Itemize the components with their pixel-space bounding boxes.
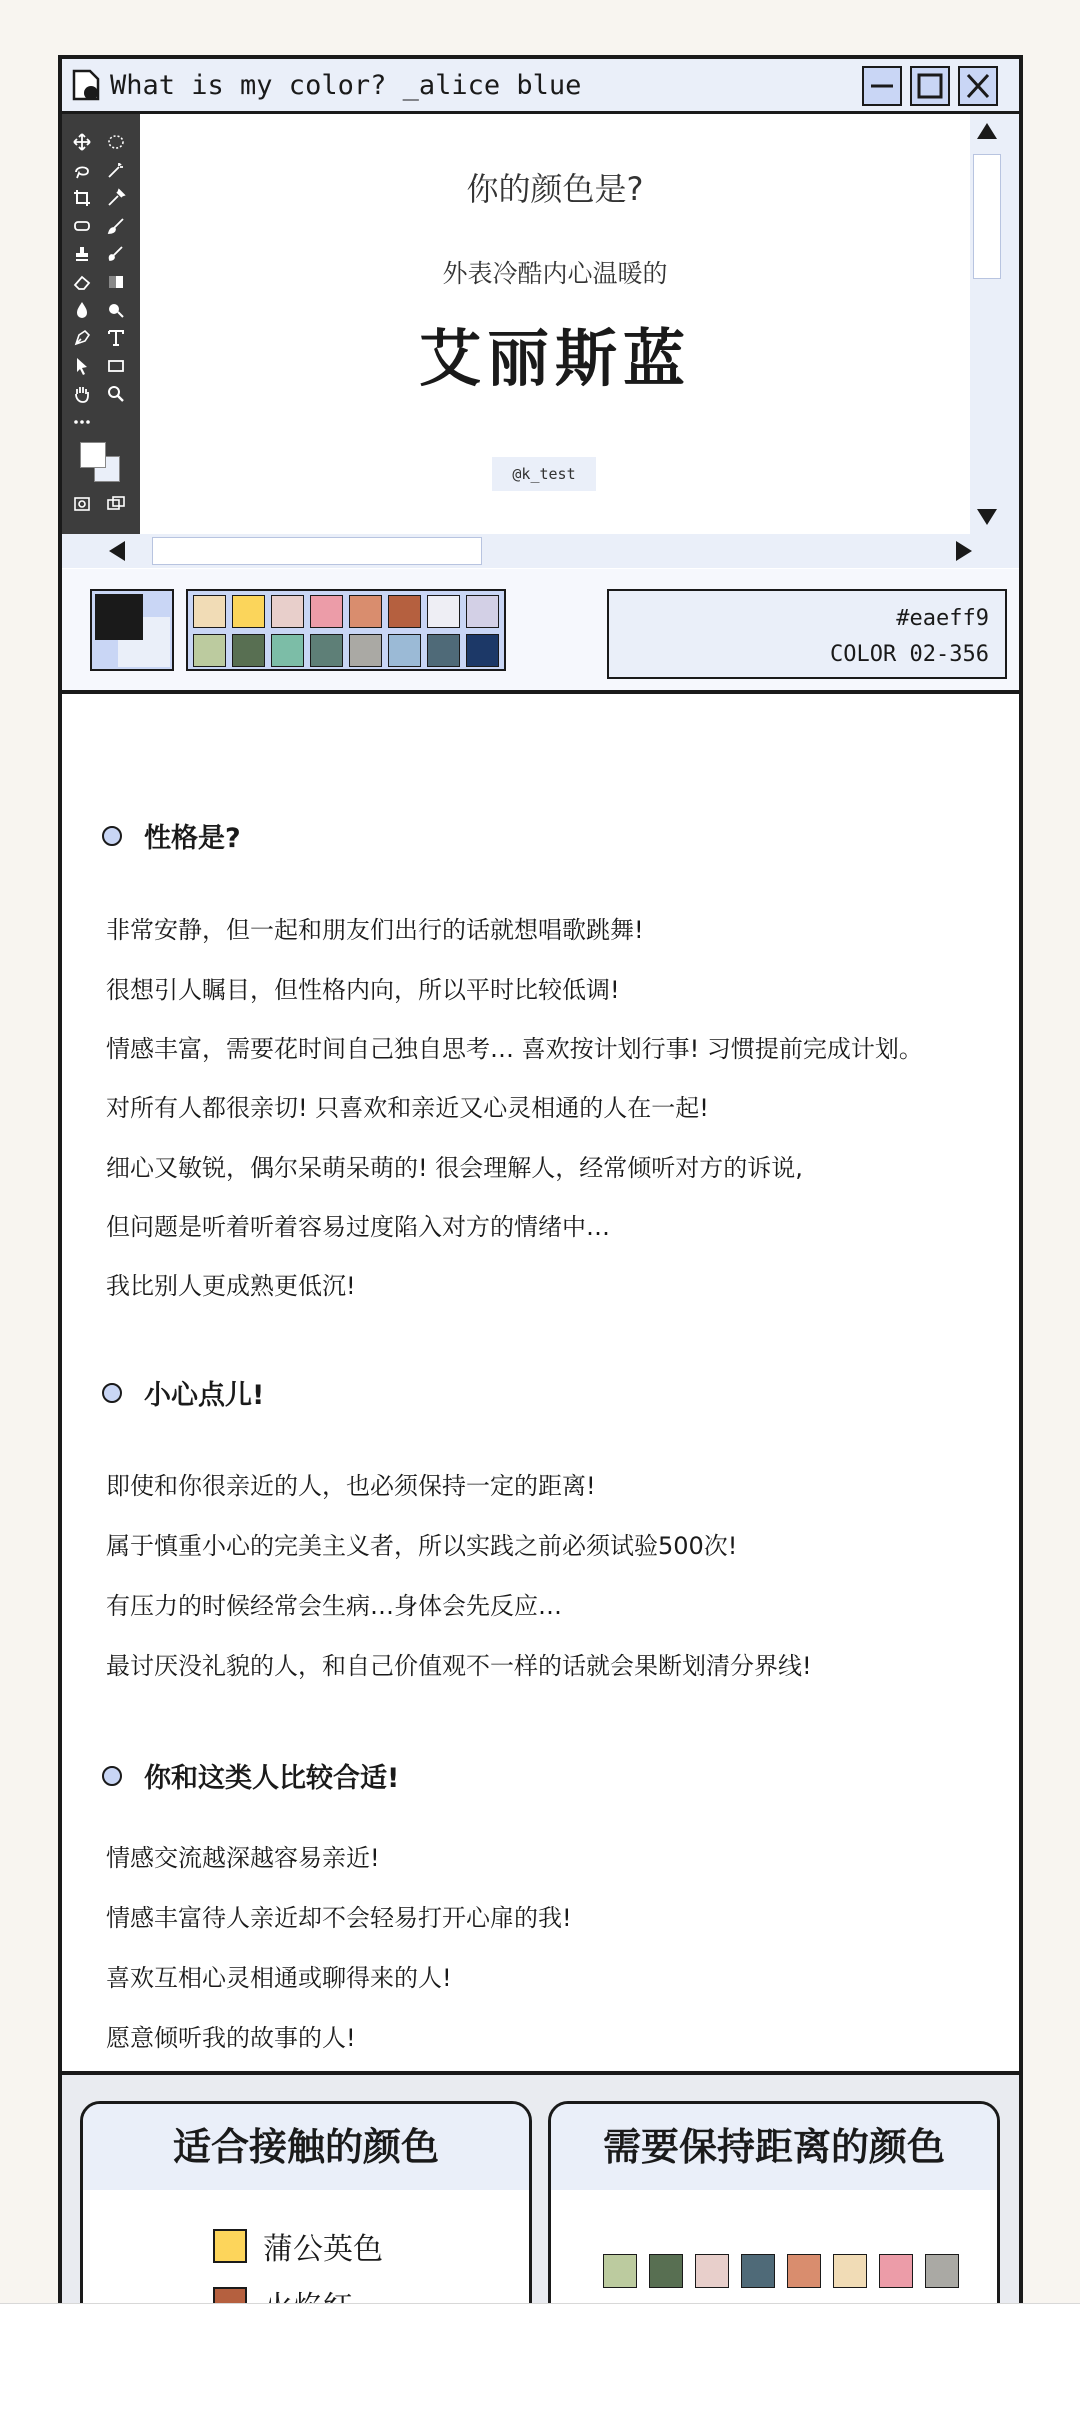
swatch-2[interactable] [271, 595, 304, 628]
good-color-chip-0 [213, 2229, 247, 2263]
pen-tool-icon[interactable] [72, 328, 92, 348]
horizontal-scrollbar[interactable] [62, 534, 1019, 568]
brush-tool-icon[interactable] [106, 216, 126, 236]
minimize-button[interactable] [862, 66, 902, 106]
text-line: 很想引人瞩目，但性格内向，所以平时比较低调! [106, 976, 620, 1004]
text-line: 但问题是听着听着容易过度陷入对方的情绪中… [106, 1213, 610, 1241]
bad-color-row [603, 2254, 971, 2288]
section-title-caution [102, 1373, 264, 1412]
toolbox [62, 114, 140, 534]
magic-wand-icon[interactable] [106, 160, 126, 180]
author-tag: @k_test [492, 457, 596, 491]
swatch-grid [186, 589, 506, 671]
text-line: 情感丰富，需要花时间自己独自思考… 喜欢按计划行事! 习惯提前完成计划。 [106, 1035, 923, 1063]
section-title-personality [102, 816, 241, 855]
type-tool-icon[interactable] [106, 328, 126, 348]
horizontal-scroll-thumb[interactable] [152, 537, 482, 565]
text-line: 非常安静，但一起和朋友们出行的话就想唱歌跳舞! [106, 916, 644, 944]
document-canvas [140, 114, 970, 534]
bullet-icon [102, 826, 122, 846]
color-subtitle: 外表冷酷内心温暖的 [442, 259, 668, 288]
swatch-8[interactable] [193, 634, 226, 667]
text-line: 我比别人更成熟更低沉! [106, 1272, 356, 1300]
text-line: 有压力的时候经常会生病…身体会先反应… [106, 1592, 562, 1620]
vertical-scroll-thumb[interactable] [973, 154, 1001, 279]
marquee-tool-icon[interactable] [106, 132, 126, 152]
maximize-icon [915, 71, 945, 101]
good-colors-title: 适合接触的颜色 [83, 2104, 529, 2190]
document-icon [72, 69, 100, 101]
text-line: 细心又敏锐，偶尔呆萌呆萌的! 很会理解人，经常倾听对方的诉说, [106, 1154, 803, 1182]
bad-color-chip-2 [695, 2254, 729, 2288]
rectangle-tool-icon[interactable] [106, 356, 126, 376]
scroll-right-icon[interactable] [949, 536, 979, 566]
swatch-14[interactable] [427, 634, 460, 667]
bad-colors-title: 需要保持距离的颜色 [551, 2104, 997, 2190]
good-color-item [213, 2224, 383, 2268]
text-line: 对所有人都很亲切! 只喜欢和亲近又心灵相通的人在一起! [106, 1094, 709, 1122]
more-tools-icon[interactable] [72, 412, 92, 432]
good-color-name: 蒲公英色 [263, 2232, 383, 2267]
swatch-5[interactable] [388, 595, 421, 628]
text-line: 喜欢互相心灵相通或聊得来的人! [106, 1964, 452, 1992]
bullet-icon [102, 1766, 122, 1786]
dodge-tool-icon[interactable] [106, 300, 126, 320]
bad-color-chip-5 [833, 2254, 867, 2288]
swatch-6[interactable] [427, 595, 460, 628]
section-title-text: 性格是? [144, 823, 241, 854]
crop-tool-icon[interactable] [72, 188, 92, 208]
text-line: 属于慎重小心的完美主义者，所以实践之前必须试验500次! [106, 1532, 738, 1560]
swatch-0[interactable] [193, 595, 226, 628]
text-line: 情感丰富待人亲近却不会轻易打开心扉的我! [106, 1904, 572, 1932]
swatch-11[interactable] [310, 634, 343, 667]
bad-color-chip-7 [925, 2254, 959, 2288]
eyedropper-icon[interactable] [106, 188, 126, 208]
text-line: 情感交流越深越容易亲近! [106, 1844, 380, 1872]
quick-mask-icon[interactable] [72, 494, 92, 514]
eraser-tool-icon[interactable] [72, 272, 92, 292]
section-title-match [102, 1756, 399, 1795]
bad-color-chip-4 [787, 2254, 821, 2288]
hex-code: #eaeff9 [896, 606, 989, 631]
window-title: What is my color? _alice blue [110, 70, 582, 101]
gradient-tool-icon[interactable] [106, 272, 126, 292]
maximize-button[interactable] [910, 66, 950, 106]
text-line: 最讨厌没礼貌的人，和自己价值观不一样的话就会果断划清分界线! [106, 1652, 812, 1680]
app-window [58, 55, 1023, 2430]
swatch-4[interactable] [349, 595, 382, 628]
page-bottom-overlay [0, 2303, 1080, 2430]
color-info-panel [607, 589, 1007, 679]
move-tool-icon[interactable] [72, 132, 92, 152]
bad-color-chip-6 [879, 2254, 913, 2288]
scroll-up-icon[interactable] [972, 116, 1002, 146]
swatch-10[interactable] [271, 634, 304, 667]
swatch-15[interactable] [466, 634, 499, 667]
screen-mode-icon[interactable] [106, 494, 126, 514]
foreground-color-chip [80, 442, 106, 468]
text-line: 即使和你很亲近的人，也必须保持一定的距离! [106, 1472, 596, 1500]
swatch-7[interactable] [466, 595, 499, 628]
scroll-down-icon[interactable] [972, 502, 1002, 532]
color-code: COLOR 02-356 [830, 642, 989, 667]
vertical-scrollbar[interactable] [970, 114, 1004, 534]
hand-tool-icon[interactable] [72, 384, 92, 404]
zoom-tool-icon[interactable] [106, 384, 126, 404]
foreground-color[interactable] [95, 594, 143, 640]
minimize-icon [867, 71, 897, 101]
section-title-text: 小心点儿! [144, 1380, 265, 1411]
bad-color-chip-3 [741, 2254, 775, 2288]
close-icon [963, 71, 993, 101]
swatch-13[interactable] [388, 634, 421, 667]
question-text: 你的颜色是? [466, 170, 644, 208]
editor-area [62, 114, 1019, 534]
scroll-left-icon[interactable] [102, 536, 132, 566]
close-button[interactable] [958, 66, 998, 106]
swatch-3[interactable] [310, 595, 343, 628]
swatch-1[interactable] [232, 595, 265, 628]
path-select-icon[interactable] [72, 356, 92, 376]
fg-bg-color-picker[interactable] [90, 589, 174, 671]
swatch-12[interactable] [349, 634, 382, 667]
healing-tool-icon[interactable] [72, 216, 92, 236]
color-name: 艾丽斯蓝 [418, 322, 691, 395]
blur-tool-icon[interactable] [72, 300, 92, 320]
stamp-tool-icon[interactable] [72, 244, 92, 264]
bad-color-chip-1 [649, 2254, 683, 2288]
palette-bar [62, 569, 1019, 694]
title-bar [62, 59, 1019, 114]
history-brush-icon[interactable] [106, 244, 126, 264]
text-line: 愿意倾听我的故事的人! [106, 2024, 356, 2052]
swatch-9[interactable] [232, 634, 265, 667]
section-title-text: 你和这类人比较合适! [144, 1763, 400, 1794]
bullet-icon [102, 1383, 122, 1403]
lasso-tool-icon[interactable] [72, 160, 92, 180]
bad-color-chip-0 [603, 2254, 637, 2288]
